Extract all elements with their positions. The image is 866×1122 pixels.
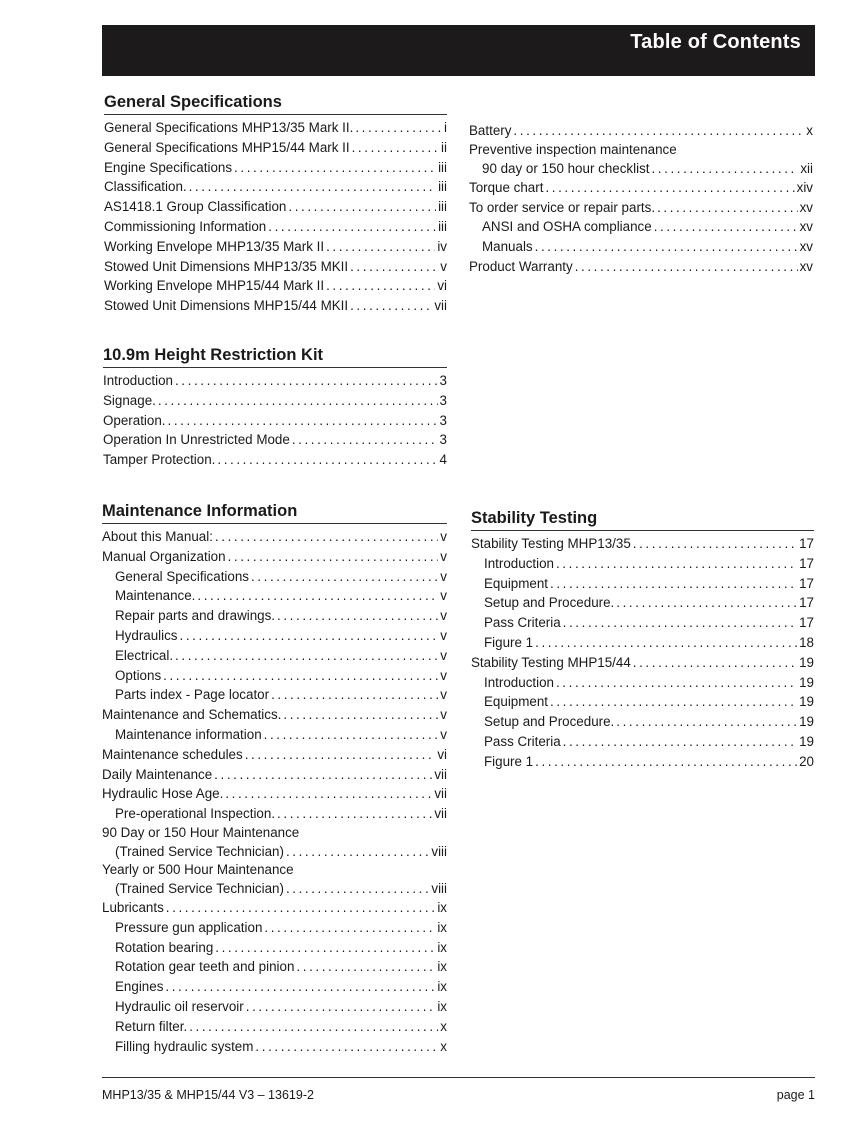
toc-entry[interactable]: Engines ..... ix (102, 977, 447, 997)
toc-entry[interactable]: Engine Specifications ..... iii (104, 158, 447, 178)
toc-entry[interactable]: Rotation bearing ..... ix (102, 938, 447, 958)
toc-entry[interactable]: Pass Criteria ..... 19 (471, 732, 814, 752)
section-title: Maintenance Information (102, 501, 447, 524)
toc-entry[interactable]: ANSI and OSHA compliance ..... xv (469, 217, 813, 237)
toc-entry[interactable]: About this Manual: ..... v (102, 527, 447, 547)
toc-entry[interactable]: Maintenance information ..... v (102, 725, 447, 745)
toc-entry[interactable]: Setup and Procedure. ..... 19 (471, 712, 814, 732)
toc-list (103, 371, 447, 470)
toc-list (471, 534, 814, 772)
toc-entry[interactable]: Hydraulic oil reservoir ..... ix (102, 997, 447, 1017)
toc-entry[interactable]: Maintenance and Schematics. ..... v (102, 705, 447, 725)
toc-entry[interactable]: Introduction ..... 19 (471, 673, 814, 693)
section-general-specifications (104, 92, 447, 316)
toc-entry[interactable]: Introduction ..... 3 (103, 371, 447, 391)
toc-entry[interactable]: To order service or repair parts. ..... xv (469, 198, 813, 218)
toc-list (469, 121, 813, 277)
toc-entry[interactable]: Operation. ..... 3 (103, 411, 447, 431)
toc-list (104, 118, 447, 316)
toc-entry[interactable]: Battery ..... x (469, 121, 813, 141)
toc-entry[interactable]: Hydraulics ..... v (102, 626, 447, 646)
toc-entry[interactable]: General Specifications ..... v (102, 567, 447, 587)
toc-entry[interactable]: Manuals ..... xv (469, 237, 813, 257)
footer-divider (102, 1077, 815, 1078)
toc-entry[interactable]: Product Warranty ..... xv (469, 257, 813, 277)
page-title: Table of Contents (630, 31, 801, 53)
toc-entry[interactable]: Introduction ..... 17 (471, 554, 814, 574)
toc-entry[interactable]: Maintenance. ..... v (102, 586, 447, 606)
toc-entry[interactable]: Filling hydraulic system ..... x (102, 1037, 447, 1057)
section-height-restriction-kit (103, 345, 447, 470)
section-general-specifications-continued (469, 121, 813, 277)
toc-entry[interactable]: Stowed Unit Dimensions MHP15/44 MKII ..... vii (104, 296, 447, 316)
toc-entry[interactable]: Tamper Protection. ..... 4 (103, 450, 447, 470)
section-title: General Specifications (104, 92, 447, 115)
toc-list (102, 527, 447, 1056)
toc-entry[interactable]: Stability Testing MHP15/44 ..... 19 (471, 653, 814, 673)
section-stability-testing (471, 508, 814, 772)
toc-entry[interactable]: Options ..... v (102, 666, 447, 686)
toc-entry[interactable]: Rotation gear teeth and pinion ..... ix (102, 957, 447, 977)
toc-entry[interactable]: Pass Criteria ..... 17 (471, 613, 814, 633)
toc-entry[interactable]: Lubricants ..... ix (102, 898, 447, 918)
footer-doc-id: MHP13/35 & MHP15/44 V3 – 13619-2 (102, 1088, 314, 1102)
toc-entry[interactable]: Preventive inspection maintenance 90 day or 150 hour checklist ..... xii (469, 141, 813, 178)
toc-entry[interactable]: Repair parts and drawings. ..... v (102, 606, 447, 626)
toc-entry[interactable]: Manual Organization ..... v (102, 547, 447, 567)
toc-entry[interactable]: Maintenance schedules ..... vi (102, 745, 447, 765)
toc-entry[interactable]: Figure 1 ..... 18 (471, 633, 814, 653)
toc-entry[interactable]: Equipment ..... 19 (471, 692, 814, 712)
toc-entry[interactable]: Pre-operational Inspection. ..... vii (102, 804, 447, 824)
section-maintenance-information (102, 501, 447, 1056)
toc-entry[interactable]: Pressure gun application ..... ix (102, 918, 447, 938)
section-title: Stability Testing (471, 508, 814, 531)
toc-entry[interactable]: Stowed Unit Dimensions MHP13/35 MKII ..... v (104, 257, 447, 277)
toc-entry[interactable]: 90 Day or 150 Hour Maintenance (Trained Service Technician) ..... viii (102, 824, 447, 861)
toc-entry[interactable]: Torque chart ..... xiv (469, 178, 813, 198)
toc-entry[interactable]: Equipment ..... 17 (471, 574, 814, 594)
toc-entry[interactable]: Hydraulic Hose Age. ..... vii (102, 784, 447, 804)
toc-entry[interactable]: Figure 1 ..... 20 (471, 752, 814, 772)
toc-entry[interactable]: Stability Testing MHP13/35 ..... 17 (471, 534, 814, 554)
toc-entry[interactable]: Setup and Procedure. ..... 17 (471, 593, 814, 613)
toc-entry[interactable]: General Specifications MHP15/44 Mark II ..... ii (104, 138, 447, 158)
toc-entry[interactable]: Electrical. ..... v (102, 646, 447, 666)
toc-entry[interactable]: Return filter. ..... x (102, 1017, 447, 1037)
toc-entry[interactable]: Classification. ..... iii (104, 177, 447, 197)
toc-entry[interactable]: Yearly or 500 Hour Maintenance (Trained Service Technician) ..... viii (102, 861, 447, 898)
toc-entry[interactable]: Working Envelope MHP15/44 Mark II ..... vi (104, 276, 447, 296)
section-title: 10.9m Height Restriction Kit (103, 345, 447, 368)
toc-entry[interactable]: Parts index - Page locator ..... v (102, 685, 447, 705)
toc-entry[interactable]: Signage. ..... 3 (103, 391, 447, 411)
toc-entry[interactable]: Commissioning Information ..... iii (104, 217, 447, 237)
toc-entry[interactable]: AS1418.1 Group Classification ..... iii (104, 197, 447, 217)
toc-entry[interactable]: Daily Maintenance ..... vii (102, 765, 447, 785)
header-bar (102, 25, 815, 76)
footer-page-number: page 1 (776, 1088, 815, 1102)
toc-entry[interactable]: General Specifications MHP13/35 Mark II. ..... i (104, 118, 447, 138)
toc-entry[interactable]: Operation In Unrestricted Mode ..... 3 (103, 430, 447, 450)
toc-entry[interactable]: Working Envelope MHP13/35 Mark II ..... iv (104, 237, 447, 257)
